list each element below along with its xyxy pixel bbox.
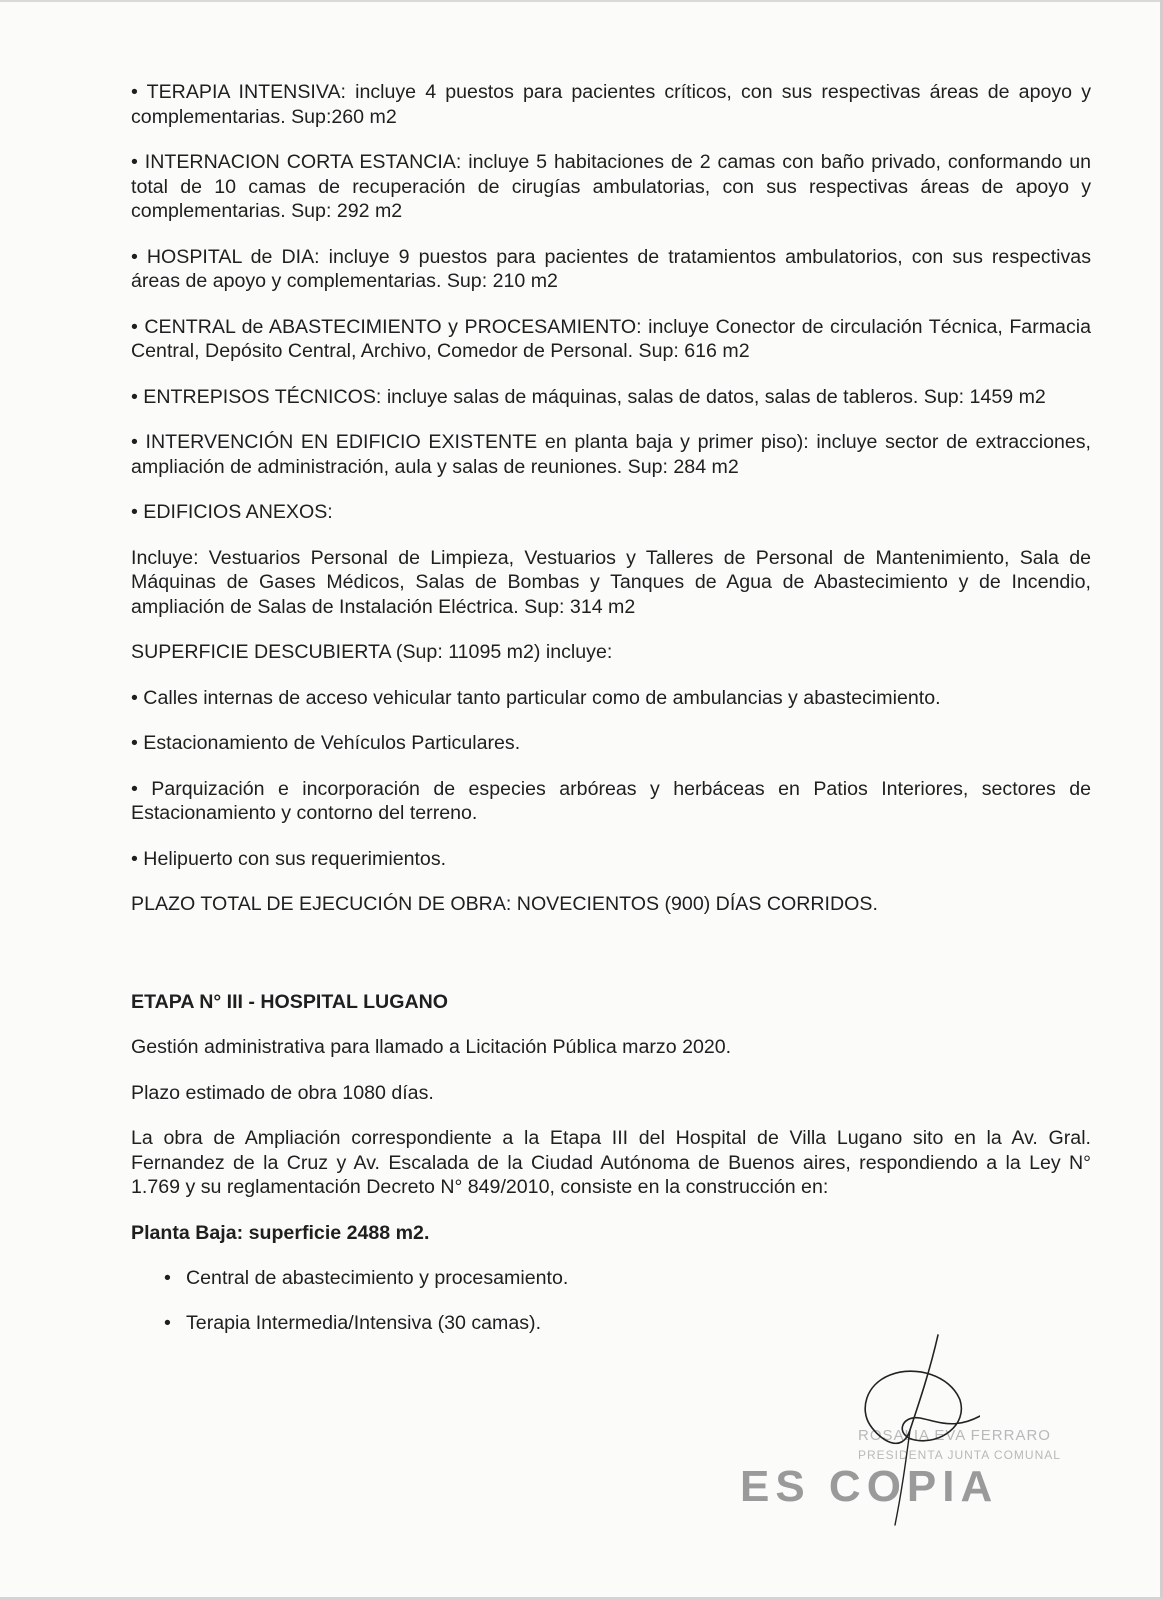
section-spacer: [131, 938, 1091, 990]
stamp-role: PRESIDENTA JUNTA COMUNAL: [858, 1448, 1061, 1462]
stamp-es-copia: ES COPIA: [740, 1462, 999, 1511]
paragraph-calles-internas: • Calles internas de acceso vehicular tanto particular como de ambulancias y abastecimiento.: [131, 686, 941, 709]
paragraph-estacionamiento: • Estacionamiento de Vehículos Particulares.: [131, 732, 521, 754]
bullet-icon: •: [164, 1311, 171, 1334]
list-item-text: Terapia Intermedia/Intensiva (30 camas).: [186, 1311, 542, 1334]
paragraph-anexos-incluye: Incluye: Vestuarios Personal de Limpieza, Vestuarios y Talleres de Personal de Mantenimiento, Sala de Máquinas de Gases Médicos, Salas de Bombas y Tanques de Agua de Abastecimiento y de Incendio, ampliación de Salas de Instalación Eléctrica. Sup: 314 m2: [131, 546, 1091, 618]
paragraph-central-abastecimiento: • CENTRAL de ABASTECIMIENTO y PROCESAMIENTO: incluye Conector de circulación Técnica, Farmacia Central, Depósito Central, Archivo, Comedor de Personal. Sup: 616 m2: [131, 315, 1091, 362]
paragraph-plazo-estimado: Plazo estimado de obra 1080 días.: [131, 1081, 434, 1104]
paragraph-parquizacion: • Parquización e incorporación de especies arbóreas y herbáceas en Patios Interiores, sectores de Estacionamiento y contorno del terreno.: [131, 777, 1091, 824]
paragraph-terapia-intensiva: • TERAPIA INTENSIVA: incluye 4 puestos para pacientes críticos, con sus respectivas áreas de apoyo y complementarias. Sup:260 m2: [131, 81, 1091, 128]
paragraph-internacion-corta: • INTERNACION CORTA ESTANCIA: incluye 5 habitaciones de 2 camas con baño privado, conformando un total de 10 camas de recuperación de cirugías ambulatorias, con sus respectivas áreas de apoyo y complementarias. Sup: 292 m2: [131, 151, 1091, 222]
paragraph-hospital-dia: • HOSPITAL de DIA: incluye 9 puestos para pacientes de tratamientos ambulatorios, con sus respectivas áreas de apoyo y complementarias. Sup: 210 m2: [131, 245, 1091, 292]
paragraph-helipuerto: • Helipuerto con sus requerimientos.: [131, 847, 447, 870]
page-edge-top: [0, 0, 1163, 2]
etapa-heading: ETAPA N° III - HOSPITAL LUGANO: [131, 990, 448, 1013]
planta-baja-list: [131, 1266, 1091, 1335]
list-item: [131, 1266, 1091, 1291]
paragraph-superficie-descubierta: SUPERFICIE DESCUBIERTA (Sup: 11095 m2) incluye:: [131, 641, 613, 663]
stamp-name: ROSALIA EVA FERRARO: [858, 1427, 1051, 1444]
paragraph-edificios-anexos: • EDIFICIOS ANEXOS:: [131, 501, 333, 523]
paragraph-entrepisos: • ENTREPISOS TÉCNICOS: incluye salas de máquinas, salas de datos, salas de tableros. Sup: 1459 m2: [131, 385, 1046, 408]
document-body: [131, 80, 1091, 1355]
handwritten-signature: [840, 1330, 980, 1530]
list-item-text: Central de abastecimiento y procesamiento.: [186, 1267, 569, 1289]
paragraph-plazo-total: PLAZO TOTAL DE EJECUCIÓN DE OBRA: NOVECIENTOS (900) DÍAS CORRIDOS.: [131, 893, 878, 915]
bullet-icon: •: [164, 1267, 171, 1289]
paragraph-obra-ampliacion: La obra de Ampliación correspondiente a la Etapa III del Hospital de Villa Lugano sito en la Av. Gral. Fernandez de la Cruz y Av. Escalada de la Ciudad Autónoma de Buenos aires, respondiendo a la Ley N° 1.769 y su reglamentación Decreto N° 849/2010, consiste en la construcción en:: [131, 1127, 1091, 1198]
paragraph-gestion: Gestión administrativa para llamado a Licitación Pública marzo 2020.: [131, 1036, 732, 1058]
planta-baja-heading: Planta Baja: superficie 2488 m2.: [131, 1221, 430, 1244]
paragraph-intervencion: • INTERVENCIÓN EN EDIFICIO EXISTENTE en planta baja y primer piso): incluye sector de extracciones, ampliación de administración, aula y salas de reuniones. Sup: 284 m2: [131, 431, 1091, 478]
